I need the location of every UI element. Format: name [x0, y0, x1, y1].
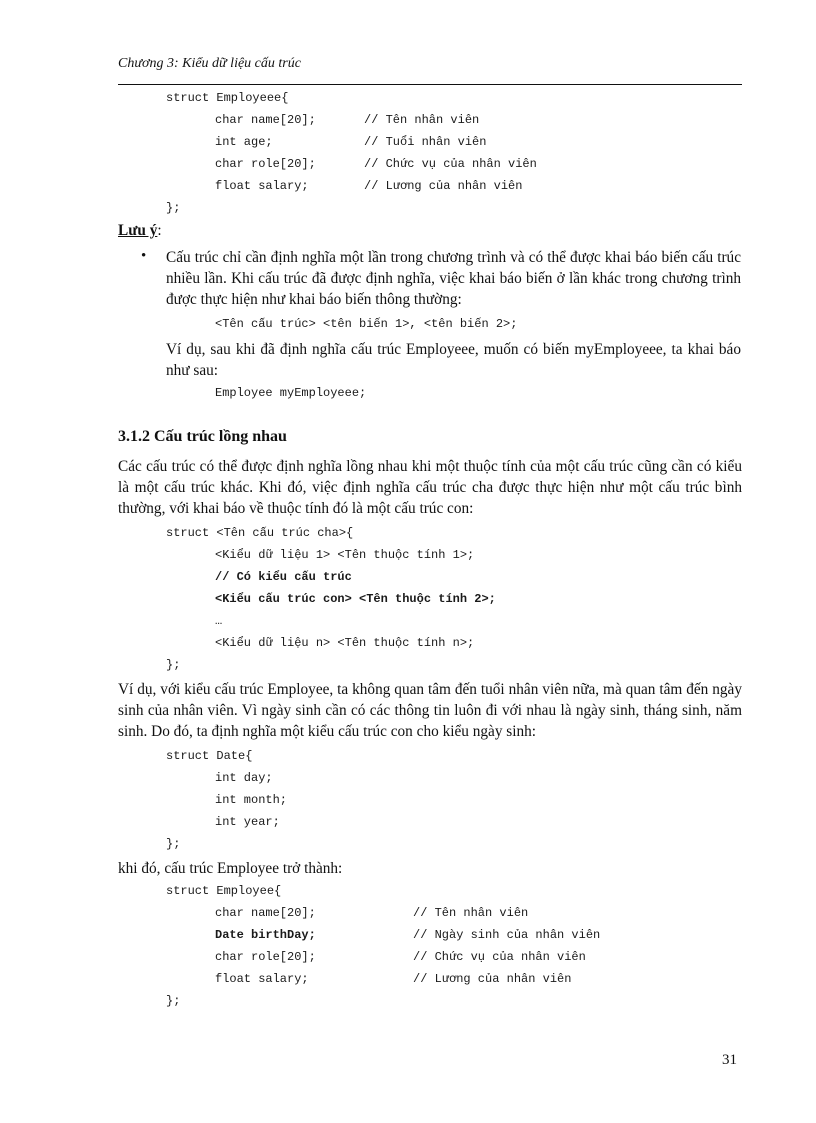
code-comment: // Lương của nhân viên — [413, 972, 572, 986]
code-line: struct <Tên cấu trúc cha>{ — [166, 526, 354, 540]
note-heading-label: Lưu ý — [118, 222, 158, 239]
code-line: char name[20]; — [215, 906, 316, 920]
code-line: }; — [166, 837, 181, 851]
code-comment: // Ngày sinh của nhân viên — [413, 928, 601, 942]
code-line: char name[20]; — [215, 113, 316, 127]
running-header: Chương 3: Kiểu dữ liệu cấu trúc — [118, 56, 301, 71]
code-comment: // Chức vụ của nhân viên — [364, 157, 537, 171]
code-line: }; — [166, 994, 181, 1008]
code-line: char role[20]; — [215, 950, 316, 964]
code-line: float salary; — [215, 972, 309, 986]
code-line: <Kiểu dữ liệu n> <Tên thuộc tính n>; — [215, 636, 475, 650]
transition-text: khi đó, cấu trúc Employee trở thành: — [118, 860, 343, 877]
code-line: int day; — [215, 771, 273, 785]
note-heading-colon: : — [157, 222, 162, 239]
code-line: struct Employeee{ — [166, 91, 289, 105]
code-comment: // Có kiểu cấu trúc — [215, 570, 352, 584]
code-line: <Kiểu dữ liệu 1> <Tên thuộc tính 1>; — [215, 548, 475, 562]
code-line: <Kiểu cấu trúc con> <Tên thuộc tính 2>; — [215, 592, 496, 606]
code-comment: // Chức vụ của nhân viên — [413, 950, 586, 964]
code-line: float salary; — [215, 179, 309, 193]
note-bullet-text: Cấu trúc chỉ cần định nghĩa một lần trong chương trình và có thể được khai báo biến cấu trúc nhiều lần. Khi cấu trúc đã được định nghĩa, việc khai báo biến ở lần khác trong chương trình được thực hiện như khai báo biến thông thường: — [166, 249, 741, 308]
code-line: Date birthDay; — [215, 928, 316, 942]
section-heading: 3.1.2 Cấu trúc lồng nhau — [118, 428, 287, 445]
code-comment: // Tuổi nhân viên — [364, 135, 487, 149]
code-comment: // Tên nhân viên — [364, 113, 480, 127]
code-line: int year; — [215, 815, 280, 829]
code-line: struct Date{ — [166, 749, 253, 763]
page-number: 31 — [722, 1052, 737, 1068]
code-line: int month; — [215, 793, 288, 807]
note-heading — [118, 222, 162, 240]
code-line: int age; — [215, 135, 273, 149]
code-line: }; — [166, 658, 181, 672]
code-comment: // Lương của nhân viên — [364, 179, 523, 193]
bullet-icon: • — [141, 248, 147, 264]
example-code: Employee myEmployeee; — [215, 386, 367, 400]
code-line: … — [215, 614, 223, 628]
code-comment: // Tên nhân viên — [413, 906, 529, 920]
syntax-code: <Tên cấu trúc> <tên biến 1>, <tên biến 2>; — [215, 317, 518, 331]
note-example-text: Ví dụ, sau khi đã định nghĩa cấu trúc Employeee, muốn có biến myEmployeee, ta khai báo như sau: — [166, 341, 741, 379]
code-line: char role[20]; — [215, 157, 316, 171]
section-intro: Các cấu trúc có thể được định nghĩa lồng nhau khi một thuộc tính của một cấu trúc cũng cần có kiểu là một cấu trúc khác. Khi đó, việc định nghĩa cấu trúc cha được thực hiện như một cấu trúc bình thường, với khai báo về thuộc tính đó là một cấu trúc con: — [118, 458, 742, 517]
code-line: }; — [166, 201, 181, 215]
header-rule — [118, 84, 742, 85]
example2-text: Ví dụ, với kiểu cấu trúc Employee, ta không quan tâm đến tuổi nhân viên nữa, mà quan tâm đến ngày sinh của nhân viên. Vì ngày sinh cần có các thông tin luôn đi với nhau là ngày sinh, tháng sinh, năm sinh. Do đó, ta định nghĩa một kiểu cấu trúc con cho kiểu ngày sinh: — [118, 681, 742, 740]
code-line: struct Employee{ — [166, 884, 282, 898]
